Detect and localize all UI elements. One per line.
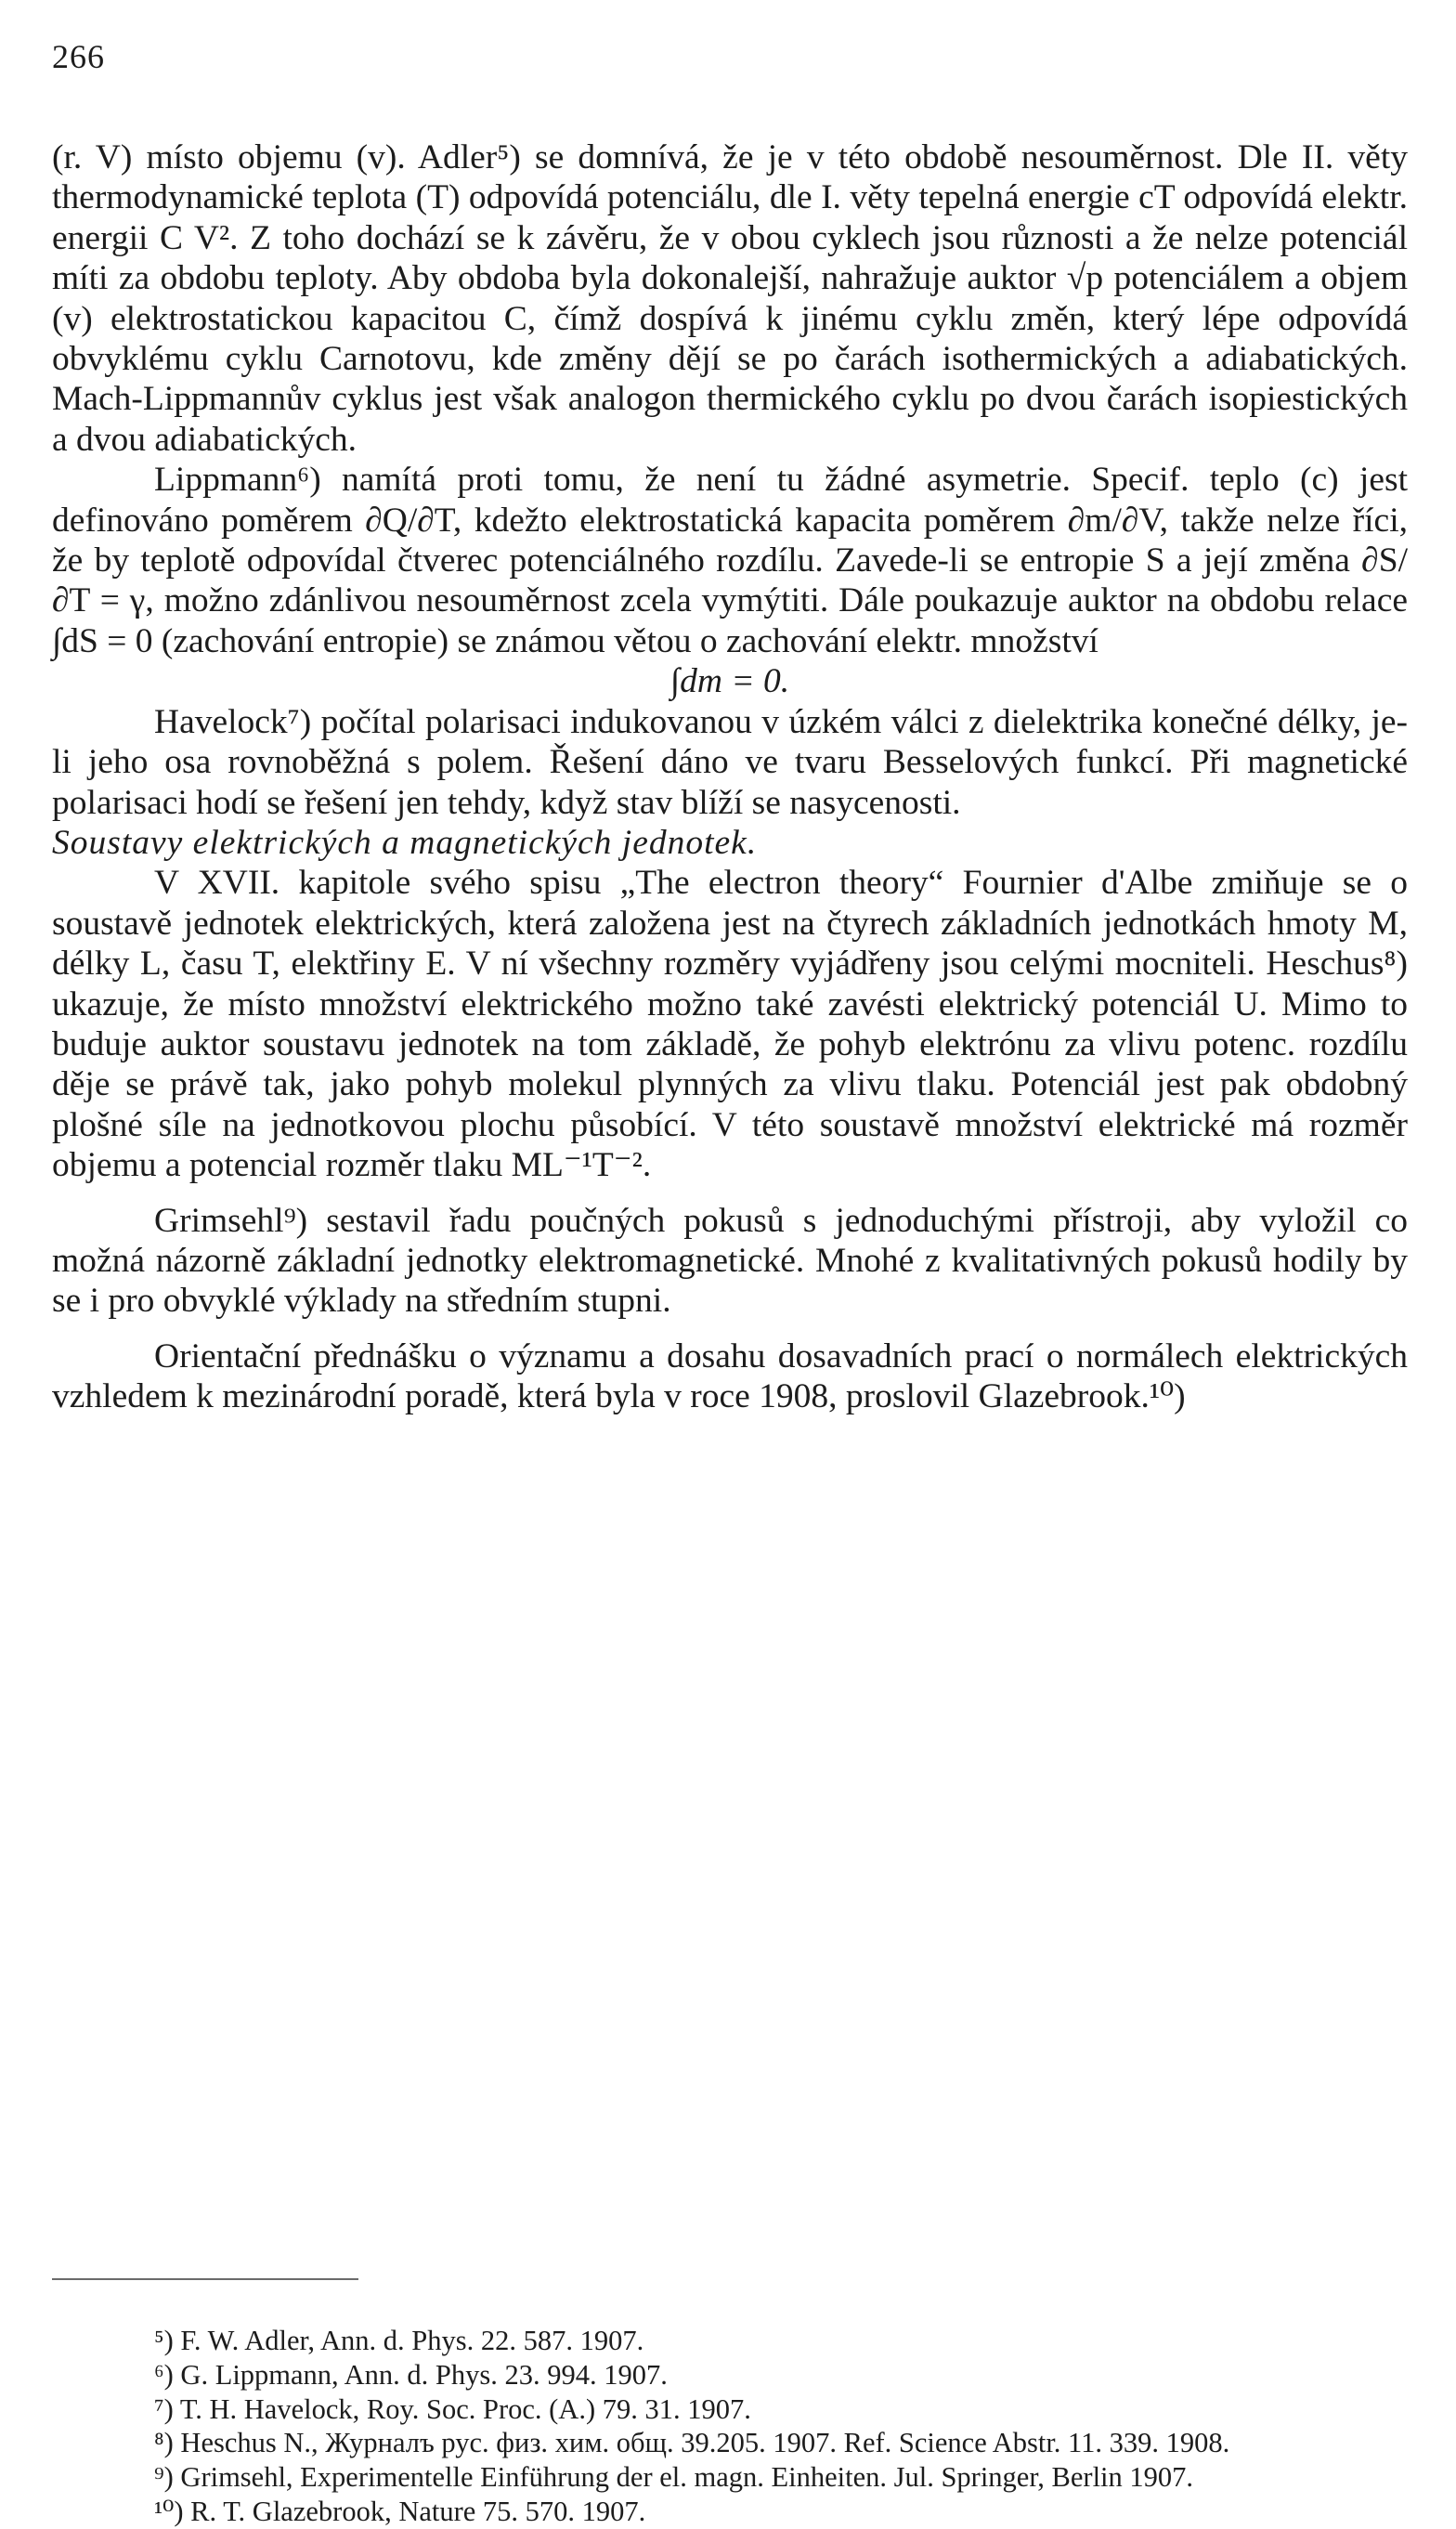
footnote-8: ⁸) Heschus N., Журналъ рус. физ. хим. общ. 39.205. 1907. Ref. Science Abstr. 11. 339. 1908. bbox=[154, 2427, 1230, 2459]
page-number: 266 bbox=[52, 38, 105, 75]
paragraph-fournier-heschus: V XVII. kapitole svého spisu „The electron theory“ Fournier d'Albe zmiňuje se o soustavě jednotek elektrických, která založena jest na čtyrech základních jednotkách hmoty M, délky L, času T, elektřiny E. V ní všechny rozměry vyjádřeny jsou celými mocniteli. Heschus⁸) ukazuje, že místo množství elektrického možno také zavésti elektrický potenciál U. Mimo to buduje auktor soustavu jednotek na tom základě, že pohyb elektrónu za vlivu potenc. rozdílu děje se právě tak, jako pohyb molekul plynných za vlivu tlaku. Potenciál jest pak obdobný plošné síle na jednotkovou plochu působící. V této soustavě množství elektrické má rozměr objemu a potencial rozměr tlaku ML⁻¹T⁻². bbox=[52, 864, 1408, 1185]
formula-charge-conservation: ∫dm = 0. bbox=[670, 662, 790, 701]
paragraph-havelock: Havelock⁷) počítal polarisaci indukovanou v úzkém válci z dielektrika konečné délky, je-li jeho osa rovnoběžná s polem. Řešení dáno ve tvaru Besselových funkcí. Při magnetické polarisaci hodí se řešení jen tehdy, když stav blíží se nasycenosti. bbox=[52, 702, 1408, 822]
section-heading: Soustavy elektrických a magnetických jednotek. bbox=[52, 823, 758, 862]
paragraph-adler: (r. V) místo objemu (v). Adler⁵) se domnívá, že je v této obdobě nesouměrnost. Dle II. věty thermodynamické teplota (T) odpovídá potenciálu, dle I. věty tepelná energie cT odpovídá elektr. energii C V². Z toho dochází se k závěru, že v obou cyklech jsou různosti a že nelze potenciál míti za obdobu teploty. Aby obdoba byla dokonalejší, nahražuje auktor √p potenciálem a objem (v) elektrostatickou kapacitou C, čímž dospívá k jinému cyklu změn, který lépe odpovídá obvyklému cyklu Carnotovu, kde změny dějí se po čarách isothermických a adiabatických. Mach-Lippmannův cyklus jest však analogon thermického cyklu po dvou čarách isopiestických a dvou adiabatických. bbox=[52, 138, 1408, 459]
footnotes bbox=[52, 2324, 1408, 2529]
footnote-5: ⁵) F. W. Adler, Ann. d. Phys. 22. 587. 1907. bbox=[154, 2325, 644, 2356]
footnote-6: ⁶) G. Lippmann, Ann. d. Phys. 23. 994. 1907. bbox=[154, 2358, 668, 2391]
footnote-7: ⁷) T. H. Havelock, Roy. Soc. Proc. (A.) 79. 31. 1907. bbox=[154, 2392, 751, 2425]
footnote-9: ⁹) Grimsehl, Experimentelle Einführung der el. magn. Einheiten. Jul. Springer, Berlin 1907. bbox=[154, 2461, 1194, 2494]
footnote-divider bbox=[52, 2278, 358, 2280]
footnote-10: ¹⁰) R. T. Glazebrook, Nature 75. 570. 1907. bbox=[154, 2495, 646, 2527]
body-text bbox=[52, 137, 1408, 1417]
paragraph-glazebrook: Orientační přednášku o významu a dosahu dosavadních prací o normálech elektrických vzhledem k mezinárodní poradě, která byla v roce 1908, proslovil Glazebrook.¹⁰) bbox=[52, 1336, 1408, 1416]
paragraph-grimsehl: Grimsehl⁹) sestavil řadu poučných pokusů s jednoduchými přístroji, aby vyložil co možná názorně základní jednotky elektromagnetické. Mnohé z kvalitativných pokusů hodily by se i pro obvyklé výklady na středním stupni. bbox=[52, 1201, 1408, 1321]
paragraph-lippmann: Lippmann⁶) namítá proti tomu, že není tu žádné asymetrie. Specif. teplo (c) jest definováno poměrem ∂Q/∂T, kdežto elektrostatická kapacita poměrem ∂m/∂V, takže nelze říci, že by teplotě odpovídal čtverec potenciálného rozdílu. Zavede-li se entropie S a její změna ∂S/∂T = γ, možno zdánlivou nesouměrnost zcela vymýtiti. Dále poukazuje auktor na obdobu relace ∫dS = 0 (zachování entropie) se známou větou o zachování elektr. množství bbox=[52, 461, 1408, 660]
